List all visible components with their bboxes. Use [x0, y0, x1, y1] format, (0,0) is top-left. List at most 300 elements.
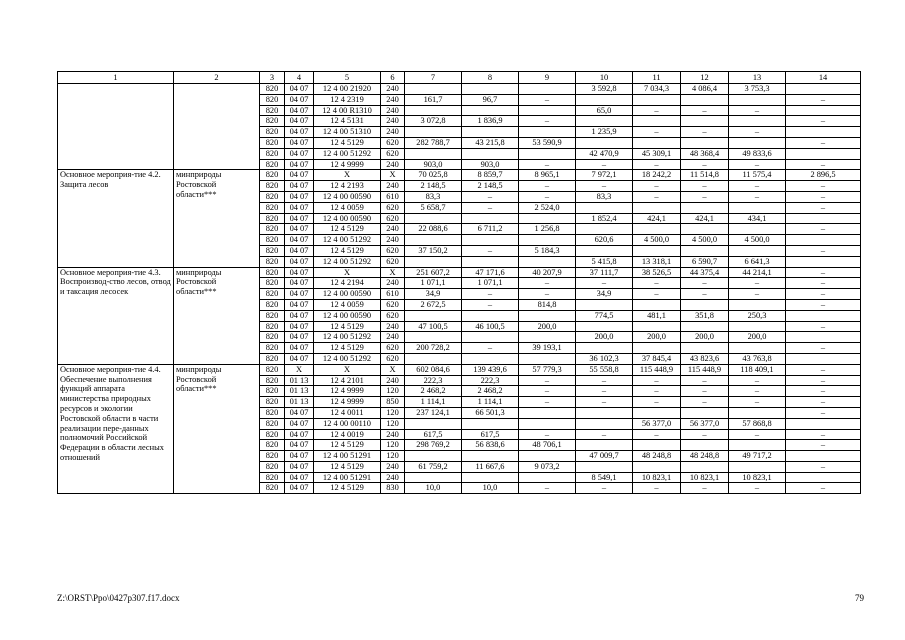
cell-col-6: 620	[381, 310, 405, 321]
cell-col-13: 49 717,2	[729, 451, 786, 462]
cell-col-3: 820	[260, 451, 285, 462]
cell-col-7	[405, 472, 462, 483]
cell-col-10	[576, 343, 633, 354]
cell-col-3: 820	[260, 461, 285, 472]
cell-col-6: X	[381, 364, 405, 375]
cell-col-3: 820	[260, 299, 285, 310]
cell-col-13: 250,3	[729, 310, 786, 321]
cell-col-4: 04 07	[285, 127, 314, 138]
cell-col-11	[633, 343, 681, 354]
cell-col-11: 38 526,5	[633, 267, 681, 278]
cell-col-4: 04 07	[285, 191, 314, 202]
cell-col-4: 04 07	[285, 299, 314, 310]
cell-col-3: 820	[260, 105, 285, 116]
cell-col-6: X	[381, 267, 405, 278]
cell-col-4: 04 07	[285, 440, 314, 451]
cell-col-8: 222,3	[462, 375, 519, 386]
cell-col-9: 39 193,1	[519, 343, 576, 354]
cell-col-4: 04 07	[285, 181, 314, 192]
cell-col-4: 04 07	[285, 483, 314, 494]
cell-col-9	[519, 451, 576, 462]
cell-col-7: 251 607,2	[405, 267, 462, 278]
cell-col-6: 240	[381, 461, 405, 472]
cell-col-14: –	[786, 278, 861, 289]
cell-col-3: 820	[260, 364, 285, 375]
cell-col-14: –	[786, 137, 861, 148]
cell-col-9	[519, 418, 576, 429]
cell-col-13: 6 641,3	[729, 256, 786, 267]
column-header: 5	[314, 72, 381, 84]
cell-col-3: 820	[260, 332, 285, 343]
cell-col-7	[405, 213, 462, 224]
cell-col-9	[519, 148, 576, 159]
cell-col-6: 240	[381, 472, 405, 483]
cell-col-14	[786, 148, 861, 159]
cell-col-9: –	[519, 483, 576, 494]
cell-col-5: 12 4 9999	[314, 159, 381, 170]
cell-col-5: 12 4 5129	[314, 483, 381, 494]
cell-col-3: 820	[260, 418, 285, 429]
cell-col-5: 12 4 00 51310	[314, 127, 381, 138]
cell-col-6: 120	[381, 440, 405, 451]
cell-col-3: 820	[260, 397, 285, 408]
cell-col-6: 240	[381, 235, 405, 246]
cell-col-5: 12 4 5129	[314, 440, 381, 451]
cell-col-3: 820	[260, 84, 285, 95]
cell-col-8: 10,0	[462, 483, 519, 494]
cell-col-11	[633, 407, 681, 418]
cell-col-3: 820	[260, 202, 285, 213]
cell-col-5: 12 4 0011	[314, 407, 381, 418]
cell-col-10: –	[576, 159, 633, 170]
cell-col-6: 850	[381, 397, 405, 408]
cell-col-14	[786, 105, 861, 116]
cell-col-4: 04 07	[285, 429, 314, 440]
cell-col-7: 10,0	[405, 483, 462, 494]
cell-col-11: 481,1	[633, 310, 681, 321]
cell-col-3: 820	[260, 116, 285, 127]
cell-col-6: 240	[381, 321, 405, 332]
cell-col-5: 12 4 00 51291	[314, 472, 381, 483]
cell-col-11: –	[633, 191, 681, 202]
cell-col-3: 820	[260, 245, 285, 256]
cell-col-12: –	[681, 375, 729, 386]
executor-cell: минприроды Ростовской области***	[174, 364, 260, 494]
cell-col-4: 01 13	[285, 397, 314, 408]
cell-col-14	[786, 332, 861, 343]
cell-col-6: 240	[381, 159, 405, 170]
cell-col-4: 04 07	[285, 235, 314, 246]
cell-col-6: 240	[381, 94, 405, 105]
cell-col-9	[519, 407, 576, 418]
cell-col-7: 903,0	[405, 159, 462, 170]
cell-col-8: –	[462, 343, 519, 354]
cell-col-3: 820	[260, 310, 285, 321]
cell-col-14: –	[786, 429, 861, 440]
cell-col-14: –	[786, 116, 861, 127]
cell-col-10	[576, 245, 633, 256]
cell-col-8: 1 836,9	[462, 116, 519, 127]
cell-col-7: 298 769,2	[405, 440, 462, 451]
cell-col-14: 2 896,5	[786, 170, 861, 181]
cell-col-9	[519, 84, 576, 95]
cell-col-14	[786, 256, 861, 267]
cell-col-7	[405, 353, 462, 364]
cell-col-6: 240	[381, 127, 405, 138]
cell-col-13: 10 823,1	[729, 472, 786, 483]
cell-col-11: 18 242,2	[633, 170, 681, 181]
cell-col-4: 04 07	[285, 137, 314, 148]
cell-col-8: 46 100,5	[462, 321, 519, 332]
cell-col-4: 04 07	[285, 224, 314, 235]
cell-col-9: –	[519, 191, 576, 202]
cell-col-12: –	[681, 181, 729, 192]
cell-col-3: 820	[260, 94, 285, 105]
column-header: 4	[285, 72, 314, 84]
cell-col-4: 04 07	[285, 267, 314, 278]
cell-col-8	[462, 84, 519, 95]
cell-col-5: 12 4 00 00590	[314, 213, 381, 224]
cell-col-3: 820	[260, 386, 285, 397]
cell-col-13	[729, 343, 786, 354]
cell-col-13	[729, 245, 786, 256]
cell-col-8: –	[462, 289, 519, 300]
cell-col-4: 04 07	[285, 418, 314, 429]
cell-col-5: 12 4 00 51292	[314, 353, 381, 364]
cell-col-11	[633, 245, 681, 256]
cell-col-5: X	[314, 364, 381, 375]
cell-col-8	[462, 235, 519, 246]
cell-col-10: 8 549,1	[576, 472, 633, 483]
cell-col-11	[633, 461, 681, 472]
cell-col-11: 37 845,4	[633, 353, 681, 364]
cell-col-9	[519, 472, 576, 483]
cell-col-6: 830	[381, 483, 405, 494]
cell-col-13	[729, 94, 786, 105]
cell-col-9	[519, 353, 576, 364]
cell-col-5: 12 4 9999	[314, 386, 381, 397]
cell-col-13: –	[729, 278, 786, 289]
cell-col-12: 6 590,7	[681, 256, 729, 267]
cell-col-14: –	[786, 94, 861, 105]
cell-col-14: –	[786, 299, 861, 310]
executor-cell	[174, 84, 260, 170]
cell-col-5: X	[314, 170, 381, 181]
cell-col-10: 3 592,8	[576, 84, 633, 95]
cell-col-3: 820	[260, 148, 285, 159]
cell-col-6: 120	[381, 451, 405, 462]
cell-col-3: 820	[260, 235, 285, 246]
cell-col-11: 200,0	[633, 332, 681, 343]
cell-col-11: 13 318,1	[633, 256, 681, 267]
cell-col-7: 617,5	[405, 429, 462, 440]
cell-col-6: 240	[381, 224, 405, 235]
cell-col-7: 200 728,2	[405, 343, 462, 354]
cell-col-7	[405, 84, 462, 95]
cell-col-5: 12 4 2319	[314, 94, 381, 105]
cell-col-12: –	[681, 397, 729, 408]
cell-col-10: 36 102,3	[576, 353, 633, 364]
cell-col-4: 04 07	[285, 353, 314, 364]
cell-col-7: 161,7	[405, 94, 462, 105]
cell-col-3: 820	[260, 440, 285, 451]
cell-col-7	[405, 332, 462, 343]
cell-col-11	[633, 202, 681, 213]
cell-col-13: 57 868,8	[729, 418, 786, 429]
cell-col-4: 04 07	[285, 289, 314, 300]
cell-col-6: 620	[381, 137, 405, 148]
cell-col-9: 53 590,9	[519, 137, 576, 148]
cell-col-11	[633, 440, 681, 451]
cell-col-12: –	[681, 278, 729, 289]
cell-col-9	[519, 310, 576, 321]
cell-col-6: 240	[381, 116, 405, 127]
cell-col-13: 3 753,3	[729, 84, 786, 95]
table-row	[58, 170, 861, 181]
cell-col-8	[462, 256, 519, 267]
cell-col-8	[462, 148, 519, 159]
cell-col-7	[405, 310, 462, 321]
cell-col-13: –	[729, 159, 786, 170]
column-header: 2	[174, 72, 260, 84]
column-header: 10	[576, 72, 633, 84]
cell-col-8	[462, 472, 519, 483]
cell-col-14: –	[786, 461, 861, 472]
cell-col-12: –	[681, 159, 729, 170]
cell-col-8: 56 838,6	[462, 440, 519, 451]
cell-col-7: 83,3	[405, 191, 462, 202]
cell-col-3: 820	[260, 213, 285, 224]
cell-col-6: 620	[381, 256, 405, 267]
cell-col-10	[576, 440, 633, 451]
cell-col-4: 04 07	[285, 343, 314, 354]
activity-cell: Основное мероприя-тие 4.4. Обеспечение выполнения функций аппарата министерства природных ресурсов и экологии Ростовской области в части реализации пере-данных полномочий Российской Федерации в области лесных отношений	[58, 364, 174, 494]
cell-col-12: –	[681, 105, 729, 116]
cell-col-14	[786, 451, 861, 462]
cell-col-6: 620	[381, 299, 405, 310]
cell-col-5: X	[314, 267, 381, 278]
cell-col-5: 12 4 5129	[314, 245, 381, 256]
cell-col-11: 115 448,9	[633, 364, 681, 375]
cell-col-11	[633, 94, 681, 105]
cell-col-9: –	[519, 375, 576, 386]
cell-col-9	[519, 332, 576, 343]
cell-col-7: 602 084,6	[405, 364, 462, 375]
cell-col-14: –	[786, 321, 861, 332]
cell-col-13: –	[729, 289, 786, 300]
cell-col-14	[786, 353, 861, 364]
cell-col-4: 04 07	[285, 256, 314, 267]
cell-col-10: 65,0	[576, 105, 633, 116]
cell-col-10	[576, 299, 633, 310]
cell-col-11	[633, 224, 681, 235]
cell-col-9: –	[519, 289, 576, 300]
cell-col-3: 820	[260, 483, 285, 494]
cell-col-8	[462, 353, 519, 364]
cell-col-13: –	[729, 105, 786, 116]
cell-col-8: 139 439,6	[462, 364, 519, 375]
column-header: 9	[519, 72, 576, 84]
cell-col-7: 2 148,5	[405, 181, 462, 192]
cell-col-11: –	[633, 278, 681, 289]
cell-col-8: 43 215,8	[462, 137, 519, 148]
cell-col-3: 820	[260, 321, 285, 332]
cell-col-14: –	[786, 224, 861, 235]
cell-col-7: 3 072,8	[405, 116, 462, 127]
cell-col-6: 120	[381, 407, 405, 418]
cell-col-11: 45 309,1	[633, 148, 681, 159]
cell-col-13: 434,1	[729, 213, 786, 224]
cell-col-3: 820	[260, 137, 285, 148]
cell-col-12: –	[681, 191, 729, 202]
cell-col-10: 1 852,4	[576, 213, 633, 224]
executor-cell: минприроды Ростовской области***	[174, 267, 260, 364]
cell-col-13	[729, 299, 786, 310]
cell-col-14: –	[786, 483, 861, 494]
cell-col-7	[405, 105, 462, 116]
cell-col-7: 1 071,1	[405, 278, 462, 289]
cell-col-7: 237 124,1	[405, 407, 462, 418]
cell-col-10	[576, 461, 633, 472]
cell-col-12: –	[681, 429, 729, 440]
cell-col-13: –	[729, 127, 786, 138]
cell-col-14: –	[786, 245, 861, 256]
cell-col-10: 55 558,8	[576, 364, 633, 375]
activity-cell: Основное мероприя-тие 4.2. Защита лесов	[58, 170, 174, 267]
cell-col-9: –	[519, 429, 576, 440]
cell-col-3: 820	[260, 429, 285, 440]
cell-col-12	[681, 321, 729, 332]
cell-col-6: 240	[381, 332, 405, 343]
cell-col-6: 620	[381, 213, 405, 224]
cell-col-10: 37 111,7	[576, 267, 633, 278]
cell-col-7: 282 788,7	[405, 137, 462, 148]
cell-col-5: 12 4 00 R1310	[314, 105, 381, 116]
cell-col-14: –	[786, 159, 861, 170]
cell-col-11: –	[633, 159, 681, 170]
cell-col-11	[633, 321, 681, 332]
cell-col-5: 12 4 00 51292	[314, 332, 381, 343]
cell-col-8: –	[462, 191, 519, 202]
cell-col-12	[681, 407, 729, 418]
cell-col-9: 9 073,2	[519, 461, 576, 472]
cell-col-13: –	[729, 191, 786, 202]
cell-col-10	[576, 224, 633, 235]
cell-col-3: 820	[260, 289, 285, 300]
cell-col-7	[405, 451, 462, 462]
cell-col-12	[681, 202, 729, 213]
cell-col-8: 8 859,7	[462, 170, 519, 181]
cell-col-4: 01 13	[285, 375, 314, 386]
cell-col-8: 903,0	[462, 159, 519, 170]
cell-col-14: –	[786, 364, 861, 375]
cell-col-8	[462, 451, 519, 462]
budget-table	[57, 71, 861, 494]
cell-col-12: 11 514,8	[681, 170, 729, 181]
cell-col-8	[462, 418, 519, 429]
cell-col-10: 5 415,8	[576, 256, 633, 267]
cell-col-14: –	[786, 181, 861, 192]
file-path: Z:\ORST\Ppo\0427p307.f17.docx	[57, 593, 180, 603]
cell-col-10: –	[576, 429, 633, 440]
cell-col-14: –	[786, 343, 861, 354]
cell-col-6: 120	[381, 418, 405, 429]
cell-col-9: 5 184,3	[519, 245, 576, 256]
cell-col-12: 56 377,0	[681, 418, 729, 429]
column-header: 6	[381, 72, 405, 84]
cell-col-13: 43 763,8	[729, 353, 786, 364]
cell-col-9: 2 524,0	[519, 202, 576, 213]
cell-col-3: 820	[260, 191, 285, 202]
cell-col-9: 200,0	[519, 321, 576, 332]
cell-col-14	[786, 127, 861, 138]
cell-col-5: 12 4 00 00590	[314, 289, 381, 300]
cell-col-10	[576, 202, 633, 213]
activity-cell: Основное мероприя-тие 4.3. Воспроизвод-ство лесов, отвод и таксация лесосек	[58, 267, 174, 364]
cell-col-5: 12 4 5129	[314, 343, 381, 354]
cell-col-7	[405, 127, 462, 138]
cell-col-13	[729, 137, 786, 148]
cell-col-11: 7 034,3	[633, 84, 681, 95]
cell-col-13	[729, 461, 786, 472]
cell-col-6: 240	[381, 105, 405, 116]
cell-col-9: –	[519, 397, 576, 408]
column-header: 12	[681, 72, 729, 84]
cell-col-4: 04 07	[285, 310, 314, 321]
cell-col-8: 6 711,2	[462, 224, 519, 235]
cell-col-3: 820	[260, 159, 285, 170]
cell-col-5: 12 4 2194	[314, 278, 381, 289]
column-header: 8	[462, 72, 519, 84]
cell-col-10: –	[576, 386, 633, 397]
cell-col-3: 820	[260, 343, 285, 354]
cell-col-7: 22 088,6	[405, 224, 462, 235]
table-row	[58, 84, 861, 95]
cell-col-13: 118 409,1	[729, 364, 786, 375]
column-header: 1	[58, 72, 174, 84]
cell-col-11: –	[633, 127, 681, 138]
cell-col-6: 240	[381, 375, 405, 386]
cell-col-8: 66 501,3	[462, 407, 519, 418]
cell-col-12: 4 086,4	[681, 84, 729, 95]
cell-col-11: 4 500,0	[633, 235, 681, 246]
cell-col-8: 96,7	[462, 94, 519, 105]
cell-col-7: 61 759,2	[405, 461, 462, 472]
cell-col-14	[786, 418, 861, 429]
cell-col-10: 1 235,9	[576, 127, 633, 138]
cell-col-9	[519, 256, 576, 267]
cell-col-13: –	[729, 397, 786, 408]
cell-col-12: 351,8	[681, 310, 729, 321]
cell-col-13	[729, 224, 786, 235]
cell-col-5: 12 4 00 51291	[314, 451, 381, 462]
cell-col-13	[729, 321, 786, 332]
cell-col-4: 04 07	[285, 461, 314, 472]
executor-cell: минприроды Ростовской области***	[174, 170, 260, 267]
cell-col-8	[462, 213, 519, 224]
cell-col-11: 56 377,0	[633, 418, 681, 429]
cell-col-3: 820	[260, 353, 285, 364]
cell-col-5: 12 4 00 00590	[314, 310, 381, 321]
cell-col-6: 620	[381, 148, 405, 159]
cell-col-4: 04 07	[285, 94, 314, 105]
cell-col-3: 820	[260, 127, 285, 138]
cell-col-14	[786, 213, 861, 224]
cell-col-12	[681, 94, 729, 105]
cell-col-5: 12 4 00 51292	[314, 148, 381, 159]
cell-col-4: 04 07	[285, 116, 314, 127]
column-header: 7	[405, 72, 462, 84]
